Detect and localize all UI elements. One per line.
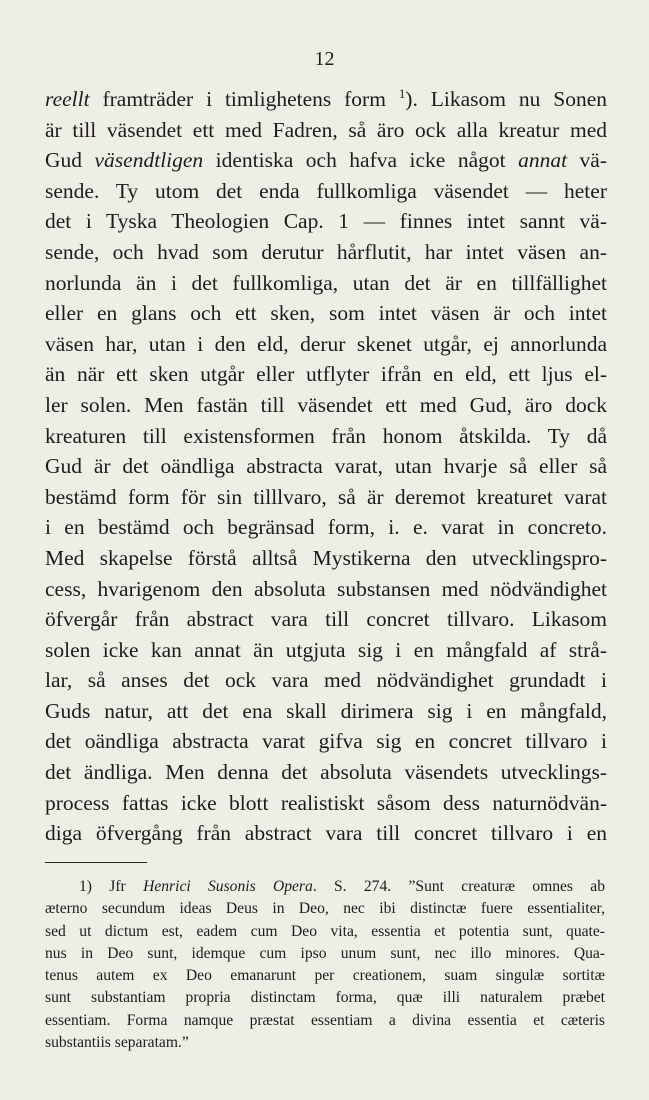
footnote-line [45,1032,605,1054]
footnote [45,876,605,1054]
text-line [45,268,607,299]
text-line [45,298,607,329]
text-segment: Guds natur, att det ena skall dirimera sig i en mångfald, [45,698,607,723]
text-segment: sed ut dictum est, eadem cum Deo vita, essentia et potentia sunt, quate- [45,922,605,940]
text-segment: æterno secundum ideas Deus in Deo, nec ibi distinctæ fuere essentialiter, [45,900,605,918]
text-segment: öfvergår från abstract vara till concret tillvaro. Likasom [45,607,607,632]
text-line [45,176,607,207]
footnote-line [45,943,605,965]
italic-text: väsendtligen [94,148,204,173]
text-segment: . S. 274. ”Sunt creaturæ omnes ab [312,878,606,895]
text-segment: bestämd form för sin tilllvaro, så är deremot kreaturet varat [45,484,607,509]
text-segment: sende, och hvad som derutur hårflutit, har intet väsen an- [45,239,607,264]
text-segment: det ändliga. Men denna det absoluta väsendets utvecklings- [45,760,607,785]
text-line [45,726,607,757]
text-line [45,359,607,390]
text-line [45,635,607,666]
text-segment: substantiis separatam.” [45,1034,189,1052]
footnote-line [45,965,605,987]
text-segment: Med skapelse förstå alltså Mystikerna den utvecklingspro- [45,545,607,570]
text-segment: Gud [45,148,95,173]
footnote-line [45,898,605,920]
text-line [45,788,607,819]
footnote-marker: 1 [398,86,406,101]
text-segment: nus in Deo sunt, idemque cum ipso unum sunt, nec illo minores. Qua- [45,944,605,962]
text-segment: norlunda än i det fullkomliga, utan det är en tillfällighet [45,270,607,295]
text-segment: tenus autem ex Deo emanarunt per creationem, suam singulæ sortitæ [45,967,605,985]
text-segment: än när ett sken utgår eller utflyter ifrån en eld, ett ljus el- [45,362,607,387]
text-line [45,604,607,635]
text-segment: är till väsendet ett med Fadren, så äro ock alla kreatur med [45,117,607,142]
text-line [45,421,607,452]
text-segment: det oändliga abstracta varat gifva sig en concret tillvaro i [45,729,607,754]
text-segment: i en bestämd och begränsad form, i. e. varat in concreto. [45,515,607,540]
text-segment: solen icke kan annat än utgjuta sig i en mångfald af strå- [45,637,607,662]
text-segment: identiska och hafva icke något [203,148,519,173]
text-line [45,390,607,421]
text-line [45,237,607,268]
footnote-line [45,876,605,898]
footnote-line [45,921,605,943]
italic-text: reellt [45,87,90,111]
text-line [45,543,607,574]
text-segment: lar, så anses det ock vara med nödvändighet grundadt i [45,668,607,693]
text-segment: ). Likasom nu Sonen [405,87,607,111]
italic-text: Henrici Susonis Opera [143,878,313,895]
text-segment: cess, hvarigenom den absoluta substansen med nödvändighet [45,576,607,601]
text-line [45,757,607,788]
text-line [45,329,607,360]
text-segment: framträder i timlighetens form [89,87,399,111]
text-line [45,482,607,513]
text-segment: process fattas icke blott realistiskt såsom dess naturnödvän- [45,790,607,815]
body-text [45,84,607,849]
text-line [45,696,607,727]
text-line [45,574,607,605]
text-line [45,145,607,176]
footnote-line [45,1010,605,1032]
text-line [45,451,607,482]
text-line [45,665,607,696]
text-segment: Gud är det oändliga abstracta varat, utan hvarje så eller så [45,454,607,479]
text-segment: vä- [567,148,607,173]
text-line [45,206,607,237]
text-segment: ler solen. Men fastän till väsendet ett med Gud, äro dock [45,392,607,417]
text-line [45,84,607,115]
text-segment: väsen har, utan i den eld, derur skenet utgår, ej annorlunda [45,331,607,356]
footnote-line [45,987,605,1009]
page-number: 12 [314,48,335,70]
text-line [45,818,607,849]
text-line [45,115,607,146]
text-segment: sende. Ty utom det enda fullkomliga väsendet — heter [45,178,607,203]
text-segment: kreaturen till existensformen från honom åtskilda. Ty då [45,423,607,448]
text-segment: eller en glans och ett sken, som intet väsen är och intet [45,301,607,326]
text-segment: 1) Jfr [79,878,144,895]
text-segment: det i Tyska Theologien Cap. 1 — finnes intet sannt vä- [45,209,607,234]
text-line [45,512,607,543]
footnote-divider [45,862,147,863]
italic-text: annat [518,148,568,173]
text-segment: sunt substantiam propria distinctam forma, quæ illi naturalem præbet [45,989,605,1007]
text-segment: diga öfvergång från abstract vara till concret tillvaro i en [45,821,607,846]
text-segment: essentiam. Forma namque præstat essentiam a divina essentia et cæteris [45,1011,605,1029]
